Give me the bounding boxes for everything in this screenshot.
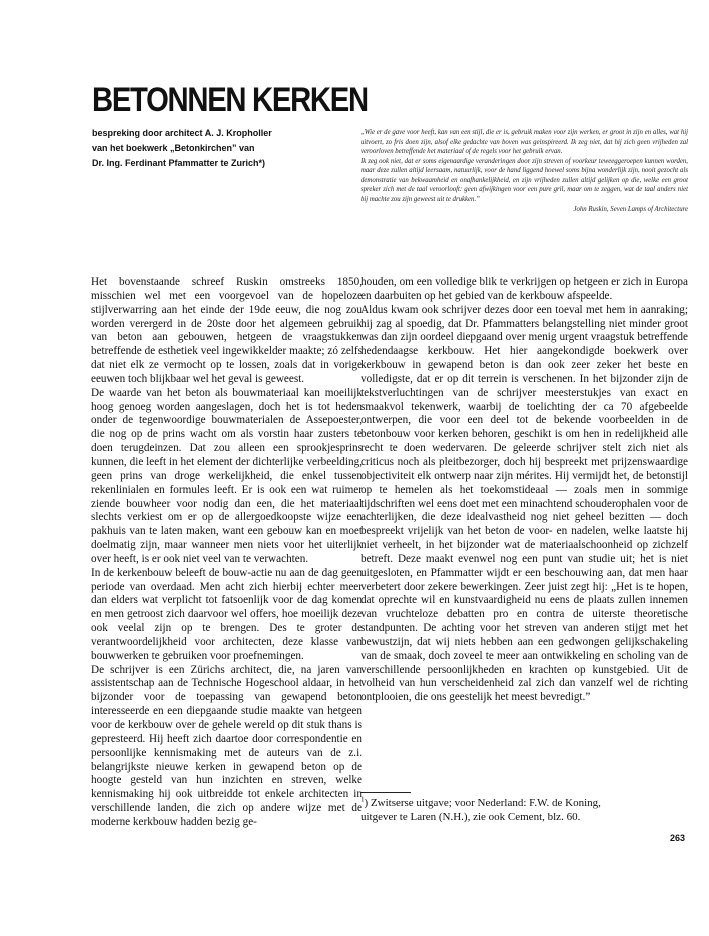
footnote xyxy=(361,797,691,824)
body-paragraph: In de kerkenbouw beleeft de bouw-actie nu aan de dag geen periode van overdaad. Men acht zich hierbij echter meer dan elders wat verplicht tot fatsoenlijk voor de dag komen en men getroost zich daarvoor wel offers, hoe moeilijk deze ook veelal zijn op te brengen. Des te groter de verantwoordelijkheid voor architecten, deze klasse van bouwwerken te gebruiken voor proefnemingen. xyxy=(91,566,362,662)
body-column-left xyxy=(91,276,362,830)
epigraph-quote xyxy=(361,128,688,215)
subtitle-line: Dr. Ing. Ferdinant Pfammatter te Zurich*) xyxy=(92,158,266,168)
quote-source: John Ruskin, Seven Lamps of Architecture xyxy=(573,206,688,213)
body-paragraph: Het bovenstaande schreef Ruskin omstreeks 1850, misschien wel met een voorgevoel van de hopeloze stijlverwarring aan het einde der 19de eeuw, die nog zou worden verergerd in de 20ste door het algemeen gebruik van beton aan gebouwen, hetgeen de vraagstukken betreffende de esthetiek veel ingewikkelder maakte; zó zelfs dat niet elk ze vermocht op te lossen, zoals dat in vorige eeuwen toch blijkbaar wel het geval is geweest. xyxy=(91,276,362,385)
footnote-text: ) Zwitserse uitgave; voor Nederland: F.W. de Koning, xyxy=(364,797,601,809)
body-paragraph: De schrijver is een Zürichs architect, die, na jaren van assistentschap aan de Technische Hogeschool aldaar, in het bijzonder voor de toepassing van gewapend beton interesseerde en een diepgaande studie maakte van hetgeen voor de kerkbouw over de gehele wereld op dit stuk thans is gepresteerd. Hij heeft zich daartoe door correspondentie en persoonlijke kennismaking met de auteurs van de z.i. belangrijkste nieuwe kerken in gewapend beton op de hoogte gesteld van hun inzichten en streven, welke kennismaking hij ook uitbreidde tot enkele architecten in verschillende landen, die zich op andere wijze met de moderne kerkbouw hadden bezig ge- xyxy=(91,663,362,828)
footnote-marker: 1 xyxy=(361,795,365,804)
footnote-line: uitgever te Laren (N.H.), zie ook Cement, blz. 60. xyxy=(361,810,581,823)
article-title: BETONNEN KERKEN xyxy=(92,81,368,119)
body-paragraph: Aldus kwam ook schrijver dezes door een toeval met hem in aanraking; hij zag al spoedig, dat Dr. Pfammatters belangstelling niet minder groot was dan zijn oordeel diepgaand over menig urgent vraagstuk betreffende hedendaagse kerkbouw. Het hier aangekondigde boekwerk over kerkbouw in gewapend beton is dan ook zeer zeker het beste en volledigste, dat er op dit terrein is verschenen. In het bijzonder zijn de tekstverluchtingen van de schrijver meesterstukjes van exact en smaakvol tekenwerk, waarbij de toelichting der ca 70 afgebeelde ontwerpen, die voor een deel tot de bekende voorbeelden in de betonbouw voor kerken behoren, geschikt is om hen in redelijkheid alle recht te doen wedervaren. De geleerde schrijver stelt zich niet als criticus noch als pleitbezorger, doch hij bespreekt met prijzenswaardige objectiviteit elk ontwerp naar zijn mérites. Hij vermijdt het, de betonstijl op te hemelen als het toekomstideaal — zoals men in sommige tijdschriften wel eens doet met een minachtend schouderophalen voor de achterlijken, die deze idealvastheid nog niet geheel bezitten — doch bespreekt vrijelijk van het beton de voor- en nadelen, welke laatste hij niet verheelt, in het bijzonder wat de materiaalschoonheid op zichzelf betreft. Deze maakt evenwel nog een punt van studie uit; het is niet uitgesloten, en Pfammatter wijdt er een beschouwing aan, dat men haar verbetert door zekere bewerkingen. Zeer juist zegt hij: „Het is te hopen, dat oprechte wil en kunstvaardigheid nu eens de plaats zullen innemen van vruchteloze debatten pro en contra de uiterste theoretische standpunten. De achting voor het streven van anderen stijgt met het bewustzijn, dat wij niets hebben aan een gedwongen gelijkschakeling van de smaak, doch zoveel te meer aan ontwikkeling en scholing van de verschillende persoonlijkheden en krachten op kunstgebied. Uit de volheid van hun verscheidenheid zal zich dan vanzelf wel de richting ontplooien, die ons geestelijk het meest bevredigt.” xyxy=(361,303,688,704)
footnote-line xyxy=(361,797,691,811)
footnote-divider xyxy=(361,792,411,793)
body-column-right xyxy=(361,276,688,705)
page-number: 263 xyxy=(670,833,686,843)
quote-paragraph: „Wie er de gave voor heeft, kan van een stijl, die er is, gebruik maken voor zijn werken, er groot in zijn en alles, wat hij uitvoert, zo fris doen zijn, alsof elke gedachte van boven was geinspireerd. Ik zeg niet, dat hij zich geen vrijheden zal veroorloven betreffende het materiaal of de regels voor het gebruik ervan. xyxy=(361,129,688,155)
body-paragraph: De waarde van het beton als bouwmateriaal kan moeilijk hoog genoeg worden aangeslagen, doch het is tot heden onder de tegenwoordige bouwmaterialen de Assepoester, die nog op de prins wacht om als vorstin haar zusters te doen terugdeinzen. Dat zou alleen een sprookjesprins kunnen, die leeft in het element der dichterlijke verbeelding, geen prins van droge werkelijkheid, die enkel tussen rekenlinialen en formules leeft. Er is ook een wat ruimer ziende bouwheer voor nodig dan een, die het materiaal slechts verkiest om er op de allergoedkoopste wijze een pakhuis van te laten maken, want een gebouw kan en moet doelmatig zijn, maar wanneer men niets voor het uiterlijk over heeft, is er ook niet veel van te verwachten. xyxy=(91,386,362,565)
article-subtitle xyxy=(92,126,342,171)
body-paragraph: houden, om een volledige blik te verkrijgen op hetgeen er zich in Europa en daarbuiten op het gebied van de kerkbouw afspeelde. xyxy=(361,276,688,302)
quote-paragraph: Ik zeg ook niet, dat er soms eigenaardige veranderingen door zijn streven of voorkeur teweeggeroepen kunnen worden, maar deze zullen altijd leersaam, natuurlijk, voor de hand liggend hoewel soms bijna wonderlijk zijn, nooit gezocht als demonstratie van bekwaamheid en onafhankelijkheid, en zijn vrijheden zullen altijd gelijken op die, welke een groot spreker zich met de taal veroorlooft: geen afwijkingen voor een pure gril, maar om te zeggen, wat de taal anders niet bij machte zou zijn geweest uit te drukken.” xyxy=(361,157,688,203)
subtitle-line: van het boekwerk „Betonkirchen” van xyxy=(92,143,255,153)
subtitle-line: bespreking door architect A. J. Kropholler xyxy=(92,128,272,138)
